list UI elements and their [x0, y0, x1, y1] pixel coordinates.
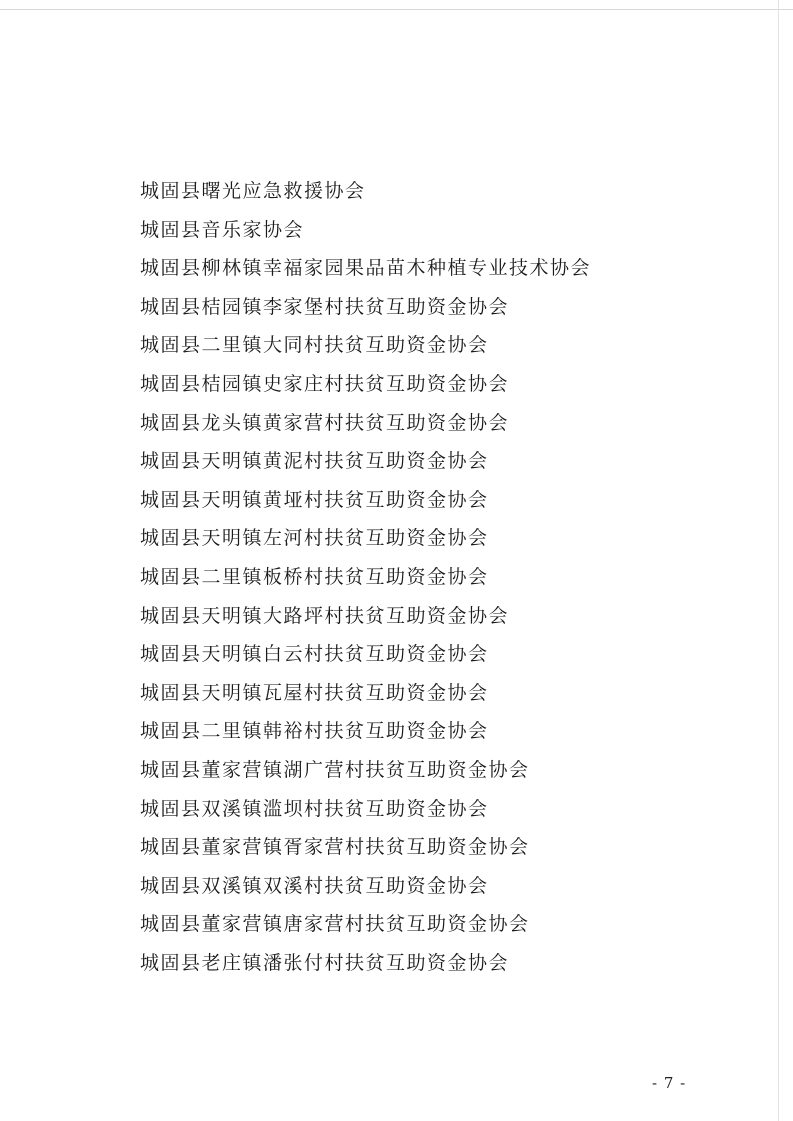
organization-item: 城固县音乐家协会 — [140, 218, 305, 241]
organization-item: 城固县桔园镇史家庄村扶贫互助资金协会 — [140, 372, 510, 395]
organization-item: 城固县天明镇瓦屋村扶贫互助资金协会 — [140, 681, 489, 704]
organization-item: 城固县天明镇黄垭村扶贫互助资金协会 — [140, 488, 489, 511]
organization-item: 城固县天明镇白云村扶贫互助资金协会 — [140, 643, 489, 666]
scan-edge-top — [0, 9, 793, 10]
organization-item: 城固县二里镇板桥村扶贫互助资金协会 — [140, 565, 489, 588]
organization-item: 城固县桔园镇李家堡村扶贫互助资金协会 — [140, 295, 510, 318]
organization-item: 城固县二里镇韩裕村扶贫互助资金协会 — [140, 720, 489, 743]
organization-item: 城固县天明镇大路坪村扶贫互助资金协会 — [140, 604, 510, 627]
organization-item: 城固县董家营镇湖广营村扶贫互助资金协会 — [140, 758, 530, 781]
organization-item: 城固县董家营镇唐家营村扶贫互助资金协会 — [140, 913, 530, 936]
organization-item: 城固县曙光应急救援协会 — [140, 180, 366, 202]
organization-item: 城固县龙头镇黄家营村扶贫互助资金协会 — [140, 411, 510, 434]
organization-item: 城固县二里镇大同村扶贫互助资金协会 — [140, 334, 489, 357]
organization-item: 城固县老庄镇潘张付村扶贫互助资金协会 — [140, 951, 510, 974]
organization-list — [140, 172, 591, 982]
organization-item: 城固县董家营镇胥家营村扶贫互助资金协会 — [140, 836, 530, 859]
organization-item: 城固县天明镇黄泥村扶贫互助资金协会 — [140, 450, 489, 473]
organization-item: 城固县双溪镇双溪村扶贫互助资金协会 — [140, 874, 489, 897]
organization-item: 城固县柳林镇幸福家园果品苗木种植专业技术协会 — [140, 257, 592, 280]
organization-item: 城固县天明镇左河村扶贫互助资金协会 — [140, 527, 489, 550]
organization-item: 城固县双溪镇滥坝村扶贫互助资金协会 — [140, 797, 489, 820]
scan-edge-right — [778, 0, 779, 1121]
page-number: - 7 - — [652, 1074, 687, 1092]
